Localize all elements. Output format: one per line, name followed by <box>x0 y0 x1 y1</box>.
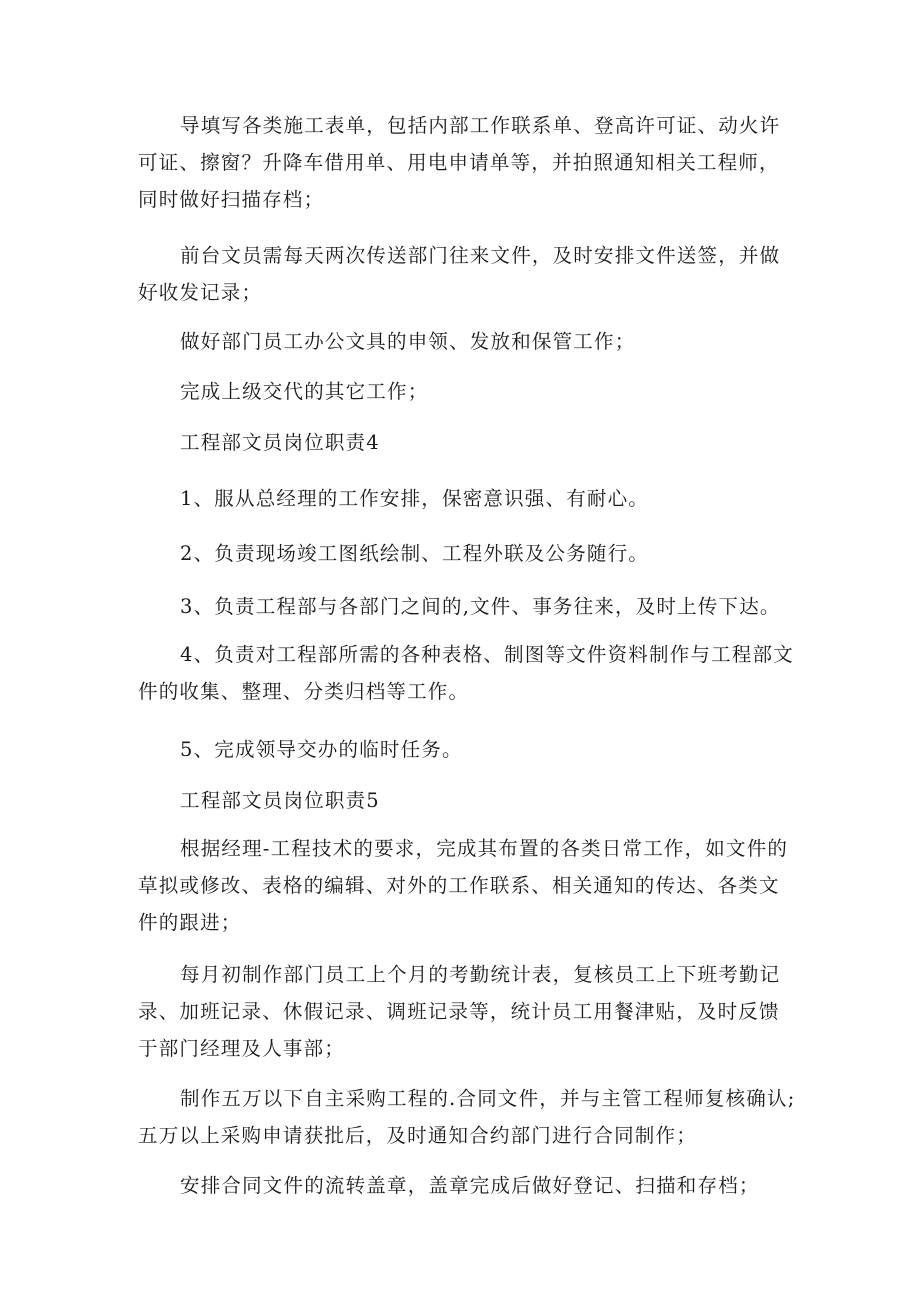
paragraph-other-work: 完成上级交代的其它工作； <box>180 380 429 403</box>
paragraph-attendance: 每月初制作部门员工上个月的考勤统计表，复核员工上下班考勤记录、加班记录、休假记录、调班记录等，统计员工用餐津贴，及时反馈于部门经理及人事部； <box>138 963 781 1060</box>
list-item-3: 3、负责工程部与各部门之间的,文件、事务往来，及时上传下达。 <box>180 595 781 618</box>
list-item-5: 5、完成领导交办的临时任务。 <box>180 738 463 761</box>
paragraph-front-desk-delivery: 前台文员需每天两次传送部门往来文件，及时安排文件送签，并做好收发记录； <box>138 244 781 304</box>
list-item-2: 2、负责现场竣工图纸绘制、工程外联及公务随行。 <box>180 542 650 565</box>
list-item-1: 1、服从总经理的工作安排，保密意识强、有耐心。 <box>180 487 650 510</box>
section-heading-4: 工程部文员岗位职责4 <box>180 431 380 454</box>
section-heading-5: 工程部文员岗位职责5 <box>180 789 380 812</box>
list-item-4: 4、负责对工程部所需的各种表格、制图等文件资料制作与工程部文件的收集、整理、分类归档等工作。 <box>138 643 794 703</box>
paragraph-permit-forms: 导填写各类施工表单，包括内部工作联系单、登高许可证、动火许可证、擦窗？升降车借用单、用电申请单等，并拍照通知相关工程师，同时做好扫描存档； <box>138 114 781 211</box>
paragraph-daily-work: 根据经理-工程技术的要求，完成其布置的各类日常工作，如文件的草拟或修改、表格的编辑、对外的工作联系、相关通知的传达、各类文件的跟进； <box>138 837 789 934</box>
paragraph-stationery: 做好部门员工办公文具的申领、发放和保管工作； <box>180 330 636 353</box>
paragraph-stamping: 安排合同文件的流转盖章，盖章完成后做好登记、扫描和存档； <box>180 1174 760 1197</box>
paragraph-contracts: 制作五万以下自主采购工程的.合同文件，并与主管工程师复核确认;五万以上采购申请获批后，及时通知合约部门进行合同制作； <box>138 1087 796 1147</box>
